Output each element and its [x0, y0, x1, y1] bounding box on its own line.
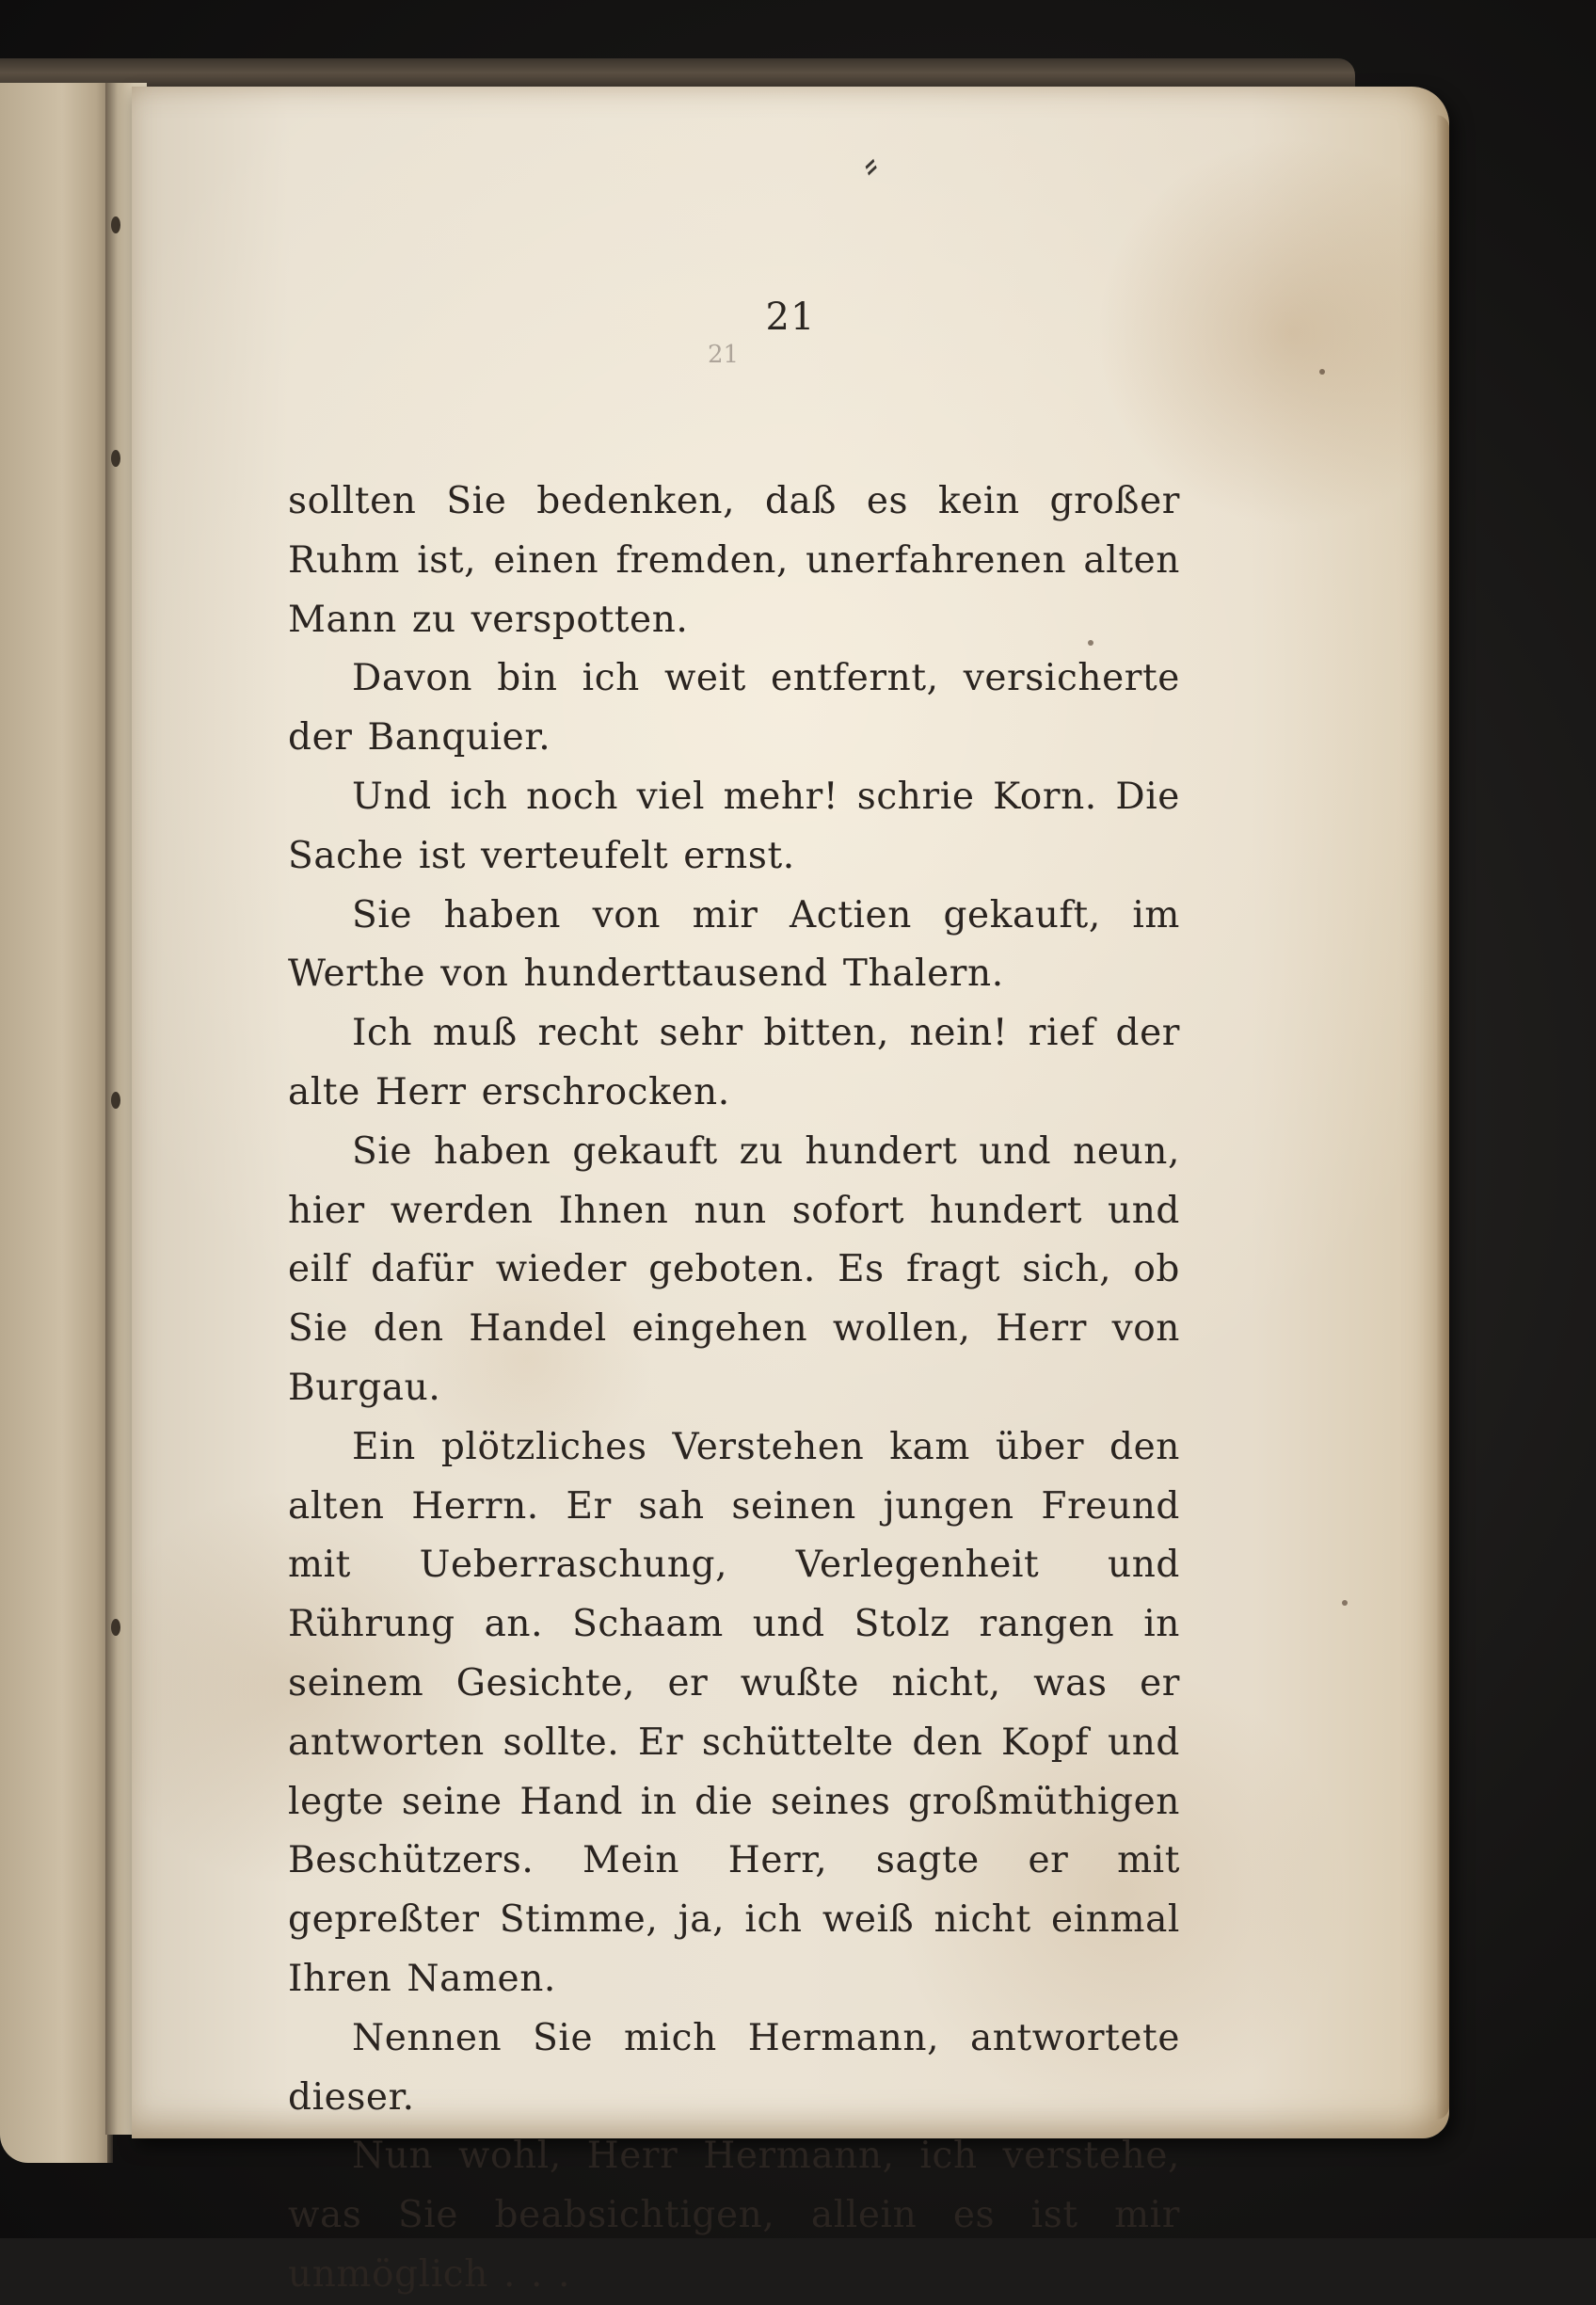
book-binding-top [0, 58, 1355, 90]
paragraph: Ich muß recht sehr bitten, nein! rief der alte Herr erschrocken. [288, 1012, 1180, 1113]
paragraph: Nennen Sie mich Hermann, antwortete dieser. [288, 2016, 1180, 2119]
dust-speck [1088, 640, 1093, 646]
binding-thread-mark [111, 1092, 120, 1109]
paragraph: Sie haben von mir Actien gekauft, im Werthe von hunderttausend Thalern. [288, 893, 1180, 996]
binding-thread-mark [111, 1619, 120, 1636]
page-edge-shadow [1436, 115, 1449, 2120]
page-number: 21 [765, 296, 816, 339]
pencil-page-number: 21 [708, 341, 740, 369]
dust-speck [1319, 369, 1325, 375]
paragraph: sollten Sie bedenken, daß es kein großer Ruhm ist, einen fremden, unerfahrenen alten Mann zu verspotten. [288, 480, 1180, 641]
paragraph: Ein plötzliches Verstehen kam über den alten Herrn. Er sah seinen jungen Freund mit Ueberraschung, Verlegenheit und Rührung an. Schaam und Stolz rangen in seinem Gesichte, er wußte nicht, was er antworten sollte. Er schüttelte den Kopf und legte seine Hand in die seines großmüthigen Beschützers. Mein Herr, sagte er mit gepreßter Stimme, ja, ich weiß nicht einmal Ihren Namen. [288, 1425, 1180, 2000]
book-page [132, 87, 1449, 2296]
previous-page-edge [0, 83, 113, 2163]
pencil-mark: ⸗ [856, 142, 884, 187]
paragraph: Und ich noch viel mehr! schrie Korn. Die Sache ist verteufelt ernst. [288, 775, 1180, 877]
paragraph: Sie haben gekauft zu hundert und neun, hier werden Ihnen nun sofort hundert und eilf dafür wieder geboten. Es fragt sich, ob Sie den Handel eingehen wollen, Herr von Burgau. [288, 1129, 1180, 1409]
body-text [288, 472, 1180, 2305]
paragraph: Nun wohl, Herr Hermann, ich verstehe, was Sie beabsichtigen, allein es ist mir unmöglich . . . [288, 2135, 1180, 2296]
binding-thread-mark [111, 216, 120, 233]
binding-thread-mark [111, 450, 120, 467]
dust-speck [1342, 1600, 1348, 1606]
paragraph: Davon bin ich weit entfernt, versicherte der Banquier. [288, 657, 1180, 760]
